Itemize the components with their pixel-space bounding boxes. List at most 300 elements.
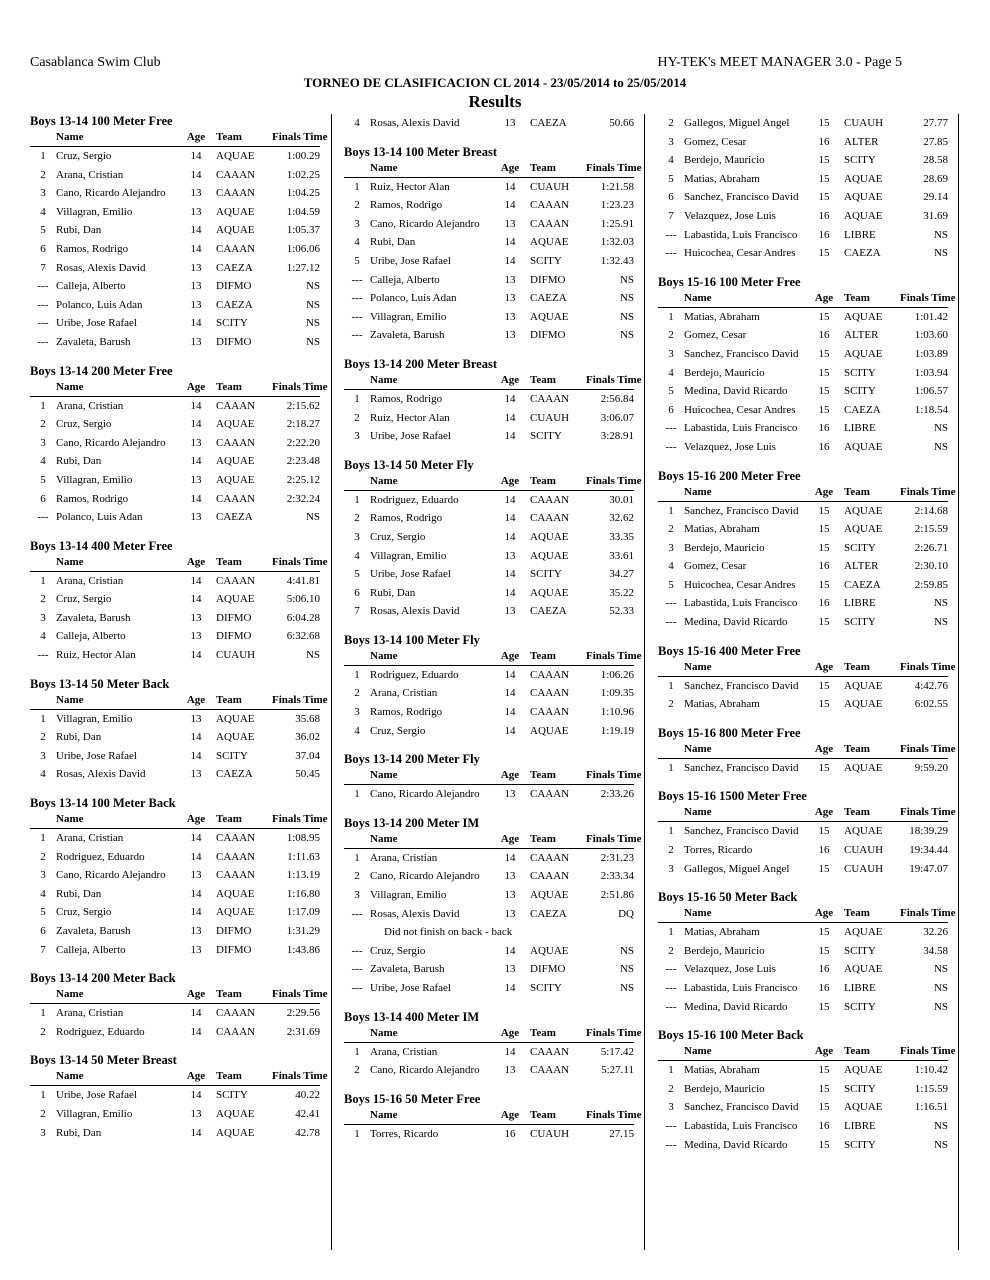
age-cell: 14 — [504, 180, 516, 193]
table-header-row — [344, 647, 634, 666]
swimmer-name-cell: Sanchez, Francisco David — [684, 679, 799, 692]
place-cell: 7 — [40, 943, 46, 956]
place-header — [344, 472, 370, 491]
result-row — [344, 177, 634, 196]
finals-time-cell: 4:42.76 — [914, 679, 948, 692]
result-row — [658, 1080, 948, 1099]
team-cell: CAAAN — [216, 187, 256, 200]
swimmer-name-cell: Sanchez, Francisco David — [684, 761, 799, 774]
place-cell: 1 — [668, 761, 674, 774]
finals-time-cell: 18:39.29 — [909, 825, 948, 838]
place-cell: --- — [665, 440, 677, 453]
results-column-3 — [658, 114, 956, 1154]
result-row — [30, 240, 320, 259]
team-cell: SCITY — [530, 568, 562, 581]
team-cell: CAAAN — [216, 574, 256, 587]
name-header: Name — [370, 1106, 490, 1125]
name-header: Name — [370, 647, 490, 666]
result-row — [658, 151, 948, 170]
place-cell: 6 — [40, 925, 46, 937]
finals-time-cell: NS — [933, 1000, 948, 1013]
finals-time-cell: 34.58 — [923, 944, 948, 957]
result-row — [30, 709, 320, 728]
result-row — [30, 765, 320, 784]
place-cell: 3 — [354, 706, 360, 719]
place-cell: --- — [37, 335, 49, 348]
age-cell: 13 — [504, 889, 516, 902]
swimmer-name-cell: Rubi, Dan — [56, 455, 102, 468]
swimmer-name-cell: Labastida, Luis Francisco — [684, 1119, 798, 1132]
place-cell: 5 — [40, 906, 46, 919]
finals-time-cell: 2:30.10 — [914, 560, 948, 573]
age-cell: 13 — [190, 261, 202, 274]
finals-time-header: Finals Time — [586, 830, 634, 849]
place-cell: 1 — [354, 1045, 360, 1058]
age-header: Age — [490, 1024, 530, 1043]
swimmer-name-cell: Medina, David Ricardo — [684, 616, 788, 629]
finals-time-cell: 50.45 — [295, 768, 320, 781]
place-cell: --- — [351, 329, 363, 342]
team-cell: AQUAE — [216, 1107, 255, 1120]
place-cell: 1 — [668, 825, 674, 838]
team-cell: AQUAE — [216, 593, 255, 606]
team-cell: CAAAN — [530, 1064, 570, 1077]
place-cell: 2 — [40, 731, 46, 744]
age-cell: 14 — [190, 1025, 202, 1038]
age-cell: 13 — [190, 187, 202, 200]
swimmer-name-cell: Rubi, Dan — [56, 1126, 102, 1139]
result-row — [658, 1117, 948, 1136]
age-cell: 13 — [190, 869, 202, 882]
result-row — [658, 1136, 948, 1155]
result-row — [658, 364, 948, 383]
result-row — [30, 296, 320, 315]
team-cell: DIFMO — [530, 963, 566, 976]
finals-time-header: Finals Time — [272, 553, 320, 572]
result-row — [658, 114, 948, 133]
age-cell: 14 — [504, 430, 516, 443]
place-header — [658, 289, 684, 308]
finals-time-cell: NS — [619, 310, 634, 323]
team-cell: SCITY — [844, 616, 876, 629]
place-header — [658, 658, 684, 677]
age-cell: 14 — [190, 749, 202, 762]
swimmer-name-cell: Ruiz, Hector Alan — [370, 180, 450, 193]
place-header — [658, 740, 684, 759]
result-row — [30, 314, 320, 333]
place-cell: 6 — [40, 242, 46, 255]
finals-time-cell: 2:59.85 — [914, 578, 948, 591]
result-row — [658, 576, 948, 595]
swimmer-name-cell: Medina, David Ricardo — [684, 1000, 788, 1013]
finals-time-header: Finals Time — [272, 691, 320, 710]
place-cell: 4 — [668, 560, 674, 573]
finals-time-header: Finals Time — [586, 647, 634, 666]
team-cell: DIFMO — [216, 630, 252, 643]
place-cell: --- — [351, 310, 363, 323]
swimmer-name-cell: Arana, Cristian — [370, 1045, 438, 1058]
swimmer-name-cell: Matias, Abraham — [684, 926, 760, 939]
finals-time-cell: 9:59.20 — [914, 761, 948, 774]
team-cell: CAAAN — [216, 832, 256, 845]
place-cell: 3 — [668, 347, 674, 360]
finals-time-cell: 1:02.25 — [286, 168, 320, 181]
result-row — [30, 147, 320, 166]
event-title: Boys 15-16 200 Meter Free — [658, 468, 801, 483]
age-cell: 14 — [504, 392, 516, 405]
finals-time-cell: 1:04.25 — [286, 187, 320, 200]
swimmer-name-cell: Cruz, Sergio — [56, 418, 112, 431]
place-cell: 2 — [40, 850, 46, 863]
result-row — [30, 277, 320, 296]
place-header — [30, 691, 56, 710]
team-cell: AQUAE — [216, 731, 255, 744]
result-row — [344, 326, 634, 345]
place-cell: 4 — [668, 366, 674, 379]
team-cell: AQUAE — [216, 150, 255, 162]
place-cell: --- — [37, 280, 49, 293]
event-block — [344, 356, 642, 446]
finals-time-cell: 29.14 — [923, 191, 948, 204]
result-row — [344, 923, 634, 942]
finals-time-header: Finals Time — [272, 128, 320, 147]
finals-time-header: Finals Time — [900, 1042, 948, 1061]
team-cell: AQUAE — [216, 906, 255, 919]
results-table — [30, 1067, 328, 1142]
age-cell: 14 — [190, 593, 202, 606]
event-title: Boys 13-14 200 Meter Breast — [344, 356, 497, 371]
event-title: Boys 13-14 50 Meter Fly — [344, 457, 474, 472]
place-cell: 4 — [668, 154, 674, 167]
swimmer-name-cell: Gomez, Cesar — [684, 329, 747, 342]
age-cell: 15 — [818, 825, 830, 838]
table-header-row — [658, 483, 948, 502]
team-header: Team — [216, 1067, 272, 1086]
name-header: Name — [370, 371, 490, 390]
swimmer-name-cell: Matias, Abraham — [684, 698, 760, 711]
swimmer-name-cell: Medina, David Ricardo — [684, 1138, 788, 1151]
team-cell: LIBRE — [844, 1119, 876, 1132]
finals-time-cell: 2:15.62 — [286, 399, 320, 412]
finals-time-cell: 5:17.42 — [600, 1045, 634, 1058]
swimmer-name-cell: Huicochea, Cesar Andres — [684, 247, 796, 260]
team-cell: CAAAN — [216, 869, 256, 882]
swimmer-name-cell: Rubi, Dan — [56, 224, 102, 237]
team-header: Team — [844, 483, 900, 502]
age-header: Age — [176, 985, 216, 1004]
place-cell: 4 — [354, 117, 360, 129]
age-cell: 14 — [190, 574, 202, 587]
place-cell: 3 — [354, 889, 360, 902]
age-cell: 14 — [504, 982, 516, 994]
finals-time-cell: 2:18.27 — [286, 418, 320, 431]
result-row — [658, 520, 948, 539]
place-cell: 1 — [668, 1064, 674, 1077]
finals-time-cell: 32.62 — [609, 512, 634, 525]
result-row — [30, 166, 320, 185]
event-block — [30, 971, 328, 1041]
place-cell: --- — [665, 228, 677, 241]
finals-time-cell: 1:06.06 — [286, 242, 320, 255]
result-row — [658, 594, 948, 613]
result-row — [344, 722, 634, 741]
result-row — [344, 547, 634, 566]
finals-time-cell: 1:32.43 — [600, 254, 634, 267]
finals-time-cell: 6:02.55 — [914, 698, 948, 711]
finals-time-cell: NS — [933, 982, 948, 994]
team-cell: AQUAE — [844, 926, 883, 939]
name-header: Name — [684, 904, 804, 923]
age-cell: 16 — [818, 228, 830, 241]
team-cell: DIFMO — [216, 611, 252, 624]
place-header — [344, 159, 370, 178]
place-cell: 2 — [668, 1082, 674, 1095]
event-title: Boys 15-16 50 Meter Free — [344, 1091, 481, 1106]
finals-time-cell: 1:10.96 — [600, 706, 634, 719]
finals-time-cell: 1:06.26 — [600, 668, 634, 681]
team-header: Team — [530, 1106, 586, 1125]
place-cell: 4 — [40, 887, 46, 900]
finals-time-cell: 42.78 — [295, 1126, 320, 1139]
team-header: Team — [530, 472, 586, 491]
results-title: Results — [468, 92, 522, 111]
result-row — [30, 922, 320, 941]
event-title: Boys 13-14 100 Meter Back — [30, 796, 176, 811]
swimmer-name-cell: Matias, Abraham — [684, 1064, 760, 1077]
swimmer-name-cell: Ramos, Rodrigo — [370, 706, 443, 719]
event-block — [658, 725, 956, 778]
finals-time-cell: 2:15.59 — [914, 523, 948, 536]
team-cell: AQUAE — [530, 586, 569, 599]
team-cell: CUAUH — [216, 649, 256, 662]
team-cell: SCITY — [844, 1000, 876, 1013]
age-cell: 14 — [504, 706, 516, 719]
team-cell: SCITY — [530, 430, 562, 443]
age-cell: 14 — [190, 455, 202, 468]
finals-time-header: Finals Time — [900, 803, 948, 822]
age-header: Age — [804, 740, 844, 759]
age-cell: 15 — [818, 541, 830, 554]
finals-time-cell: 50.66 — [609, 117, 634, 129]
swimmer-name-cell: Arana, Cristian — [56, 832, 124, 845]
team-cell: CAAAN — [530, 392, 570, 405]
age-cell: 13 — [190, 298, 202, 311]
finals-time-cell: 2:23.48 — [286, 455, 320, 468]
age-cell: 14 — [190, 1089, 202, 1102]
results-table — [344, 472, 642, 621]
event-block — [344, 632, 642, 740]
place-cell: --- — [665, 1138, 677, 1151]
place-cell: 4 — [40, 205, 46, 218]
name-header: Name — [370, 472, 490, 491]
team-cell: AQUAE — [844, 1064, 883, 1077]
swimmer-name-cell: Villagran, Emilio — [56, 1107, 133, 1120]
table-header-row — [658, 904, 948, 923]
team-header: Team — [530, 830, 586, 849]
swimmer-name-cell: Calleja, Alberto — [56, 280, 126, 293]
team-cell: AQUAE — [844, 1101, 883, 1114]
result-row — [658, 758, 948, 777]
place-cell: 2 — [354, 411, 360, 424]
swimmer-name-cell: Arana, Cristian — [56, 399, 124, 412]
age-cell: 13 — [190, 436, 202, 449]
table-header-row — [344, 766, 634, 785]
team-cell: CAEZA — [216, 261, 253, 274]
place-header — [344, 647, 370, 666]
result-row — [30, 1105, 320, 1124]
place-cell: 1 — [354, 788, 360, 801]
place-cell: 2 — [40, 168, 46, 181]
results-table — [658, 904, 956, 1016]
swimmer-name-cell: Gallegos, Miguel Angel — [684, 862, 790, 875]
finals-time-cell: NS — [933, 597, 948, 610]
place-cell: 1 — [354, 668, 360, 681]
team-cell: CAAAN — [216, 242, 256, 255]
place-header — [658, 483, 684, 502]
swimmer-name-cell: Cano, Ricardo Alejandro — [370, 1064, 480, 1077]
result-row — [30, 415, 320, 434]
name-header: Name — [56, 378, 176, 397]
swimmer-name-cell: Zavaleta, Barush — [56, 925, 131, 937]
finals-time-cell: NS — [933, 422, 948, 435]
name-header: Name — [684, 1042, 804, 1061]
age-cell: 14 — [190, 224, 202, 237]
team-cell: DIFMO — [216, 925, 252, 937]
age-cell: 16 — [818, 209, 830, 222]
event-block — [658, 643, 956, 714]
age-cell: 13 — [504, 907, 516, 920]
finals-time-cell: 1:43.86 — [286, 943, 320, 956]
swimmer-name-cell: Polanco, Luis Adan — [56, 298, 143, 311]
place-cell: 1 — [668, 310, 674, 323]
finals-time-header: Finals Time — [586, 1024, 634, 1043]
table-header-row — [658, 289, 948, 308]
result-row — [658, 822, 948, 841]
event-title: Boys 13-14 50 Meter Back — [30, 676, 170, 691]
result-row — [344, 509, 634, 528]
finals-time-cell: 36.02 — [295, 731, 320, 744]
results-table — [30, 810, 328, 959]
results-table — [30, 985, 328, 1041]
place-cell: 4 — [354, 236, 360, 249]
team-header: Team — [844, 658, 900, 677]
swimmer-name-cell: Velazquez, Jose Luis — [684, 209, 776, 222]
team-cell: CAEZA — [844, 403, 881, 416]
age-cell: 13 — [504, 1064, 516, 1077]
age-cell: 16 — [818, 135, 830, 148]
place-cell: --- — [37, 317, 49, 330]
place-header — [658, 803, 684, 822]
finals-time-header: Finals Time — [586, 472, 634, 491]
swimmer-name-cell: Zavaleta, Barush — [56, 335, 131, 348]
name-header: Name — [370, 766, 490, 785]
finals-time-cell: NS — [619, 944, 634, 957]
team-cell: AQUAE — [216, 455, 255, 468]
name-header: Name — [684, 289, 804, 308]
result-row — [658, 979, 948, 998]
age-cell: 13 — [504, 329, 516, 342]
team-cell: CAAAN — [216, 1007, 256, 1020]
swimmer-name-cell: Arana, Cristian — [370, 687, 438, 700]
swimmer-name-cell: Sanchez, Francisco David — [684, 825, 799, 838]
team-cell: AQUAE — [216, 224, 255, 237]
place-cell: 3 — [668, 862, 674, 875]
result-row — [658, 1098, 948, 1117]
finals-time-cell: 2:56.84 — [600, 392, 634, 405]
age-cell: 15 — [818, 1138, 830, 1151]
finals-time-cell: NS — [933, 440, 948, 453]
finals-time-cell: 3:28.91 — [600, 430, 634, 443]
result-row — [658, 307, 948, 326]
place-header — [30, 985, 56, 1004]
table-header-row — [344, 159, 634, 178]
column-divider — [644, 114, 645, 1250]
result-row — [658, 1061, 948, 1080]
swimmer-name-cell: Zavaleta, Barush — [370, 329, 445, 342]
team-header: Team — [530, 159, 586, 178]
team-header: Team — [530, 766, 586, 785]
team-header: Team — [530, 1024, 586, 1043]
age-header: Age — [490, 371, 530, 390]
age-cell: 16 — [818, 844, 830, 857]
result-row — [658, 501, 948, 520]
age-header: Age — [804, 904, 844, 923]
age-cell: 13 — [190, 473, 202, 486]
table-header-row — [344, 1024, 634, 1043]
result-row — [344, 308, 634, 327]
place-cell: 5 — [40, 224, 46, 237]
swimmer-name-cell: Velazquez, Jose Luis — [684, 963, 776, 976]
swimmer-name-cell: Rodriguez, Eduardo — [56, 1025, 145, 1038]
swimmer-name-cell: Rubi, Dan — [370, 236, 416, 249]
result-row — [658, 923, 948, 942]
swimmer-name-cell: Sanchez, Francisco David — [684, 1101, 799, 1114]
swimmer-name-cell: Uribe, Jose Rafael — [370, 254, 451, 267]
place-cell: 2 — [40, 418, 46, 431]
event-block — [658, 1028, 956, 1154]
team-cell: SCITY — [844, 541, 876, 554]
team-cell: CUAUH — [530, 1127, 570, 1140]
team-cell: SCITY — [530, 982, 562, 994]
finals-time-cell: NS — [305, 335, 320, 348]
event-block — [344, 1091, 642, 1144]
age-header: Age — [490, 766, 530, 785]
team-cell: DIFMO — [216, 335, 252, 348]
team-cell: CAEZA — [216, 768, 253, 781]
finals-time-header: Finals Time — [272, 1067, 320, 1086]
swimmer-name-cell: Torres, Ricardo — [684, 844, 753, 857]
place-cell: 1 — [40, 712, 46, 725]
swimmer-name-cell: Zavaleta, Barush — [56, 611, 131, 624]
age-cell: 13 — [190, 205, 202, 218]
finals-time-header: Finals Time — [586, 159, 634, 178]
result-row — [30, 571, 320, 590]
team-header: Team — [216, 985, 272, 1004]
swimmer-name-cell: Berdejo, Mauricio — [684, 366, 765, 379]
result-row — [344, 427, 634, 446]
place-header — [30, 553, 56, 572]
team-cell: AQUAE — [844, 347, 883, 360]
age-cell: 15 — [818, 698, 830, 711]
finals-time-cell: NS — [305, 298, 320, 311]
swimmer-name-cell: Uribe, Jose Rafael — [56, 1089, 137, 1102]
meet-title: TORNEO DE CLASIFICACION CL 2014 - 23/05/2014 to 25/05/2014 — [303, 75, 687, 90]
event-title: Boys 15-16 100 Meter Back — [658, 1028, 804, 1043]
finals-time-cell: NS — [933, 1138, 948, 1151]
team-cell: AQUAE — [844, 523, 883, 536]
place-cell: 1 — [354, 851, 360, 864]
team-cell: AQUAE — [216, 473, 255, 486]
